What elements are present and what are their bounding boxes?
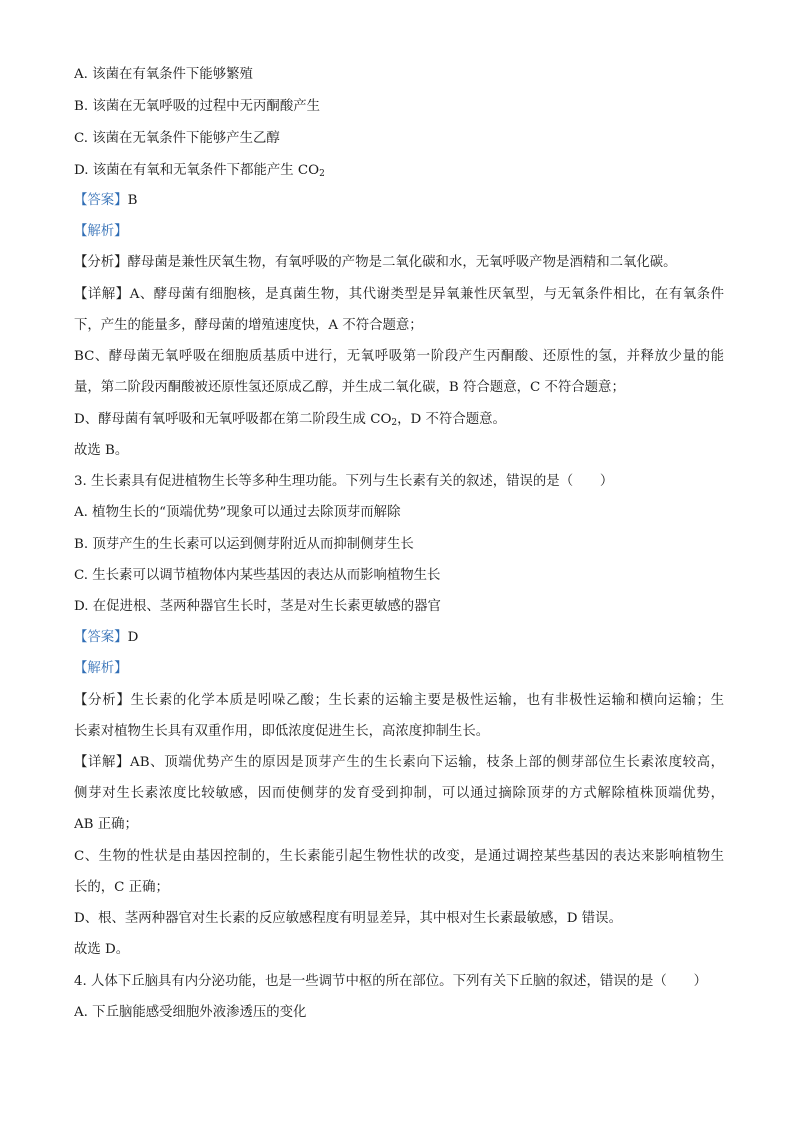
q3-xiangjie-4: C、生物的性状是由基因控制的，生长素能引起生物性状的改变，是通过调控某些基因的表达来影响植物生 bbox=[74, 849, 724, 864]
xiangjie-tag: 【详解】 bbox=[74, 755, 131, 770]
q2-option-c: C. 该菌在无氧条件下能够产生乙醇 bbox=[74, 131, 280, 146]
xiangjie-tag: 【详解】 bbox=[74, 287, 130, 302]
q3-xiangjie-2: 侧芽对生长素浓度比较敏感，因而使侧芽的发育受到抑制，可以通过摘除顶芽的方式解除植株顶端优势， bbox=[74, 786, 724, 801]
q2-xiangjie-2: 下，产生的能量多，酵母菌的增殖速度快，A 不符合题意； bbox=[74, 318, 423, 333]
q2-xiangjie-text-5b: ，D 不符合题意。 bbox=[397, 412, 506, 427]
q3-answer-line bbox=[74, 628, 724, 648]
q2-xiangjie-text-5a: D、酵母菌有氧呼吸和无氧呼吸都在第二阶段生成 CO bbox=[74, 412, 392, 427]
q3-xiangjie-1 bbox=[74, 753, 724, 773]
q4-option-a: A. 下丘脑能感受细胞外液渗透压的变化 bbox=[74, 1005, 307, 1020]
q3-xiangjie-text-1: AB、顶端优势产生的原因是顶芽产生的生长素向下运输，枝条上部的侧芽部位生长素浓度较高， bbox=[130, 755, 724, 770]
q2-xiangjie-1 bbox=[74, 285, 724, 305]
subscript-2: 2 bbox=[391, 418, 398, 428]
answer-tag: 【答案】 bbox=[74, 630, 128, 645]
q3-xiangjie-5: 长的，C 正确； bbox=[74, 880, 169, 895]
subscript-2: 2 bbox=[319, 169, 325, 179]
q2-option-b: B. 该菌在无氧呼吸的过程中无丙酮酸产生 bbox=[74, 99, 320, 114]
q3-answer: D bbox=[127, 630, 139, 645]
q2-select: 故选 B。 bbox=[74, 443, 129, 458]
q3-option-b: B. 顶芽产生的生长素可以运到侧芽附近从而抑制侧芽生长 bbox=[74, 537, 414, 552]
q3-fenxi-text-1: 生长素的化学本质是吲哚乙酸；生长素的运输主要是极性运输，也有非极性运输和横向运输；生 bbox=[130, 693, 724, 708]
q3-fenxi-1 bbox=[74, 691, 724, 711]
q2-xiangjie-4: 量，第二阶段丙酮酸被还原性氢还原成乙醇，并生成二氧化碳，B 符合题意，C 不符合题意； bbox=[74, 380, 625, 395]
q3-select: 故选 D。 bbox=[74, 942, 130, 957]
q3-xiangjie-3: AB 正确； bbox=[74, 817, 138, 832]
fenxi-tag: 【分析】 bbox=[74, 255, 128, 270]
q3-stem: 3. 生长素具有促进植物生长等多种生理功能。下列与生长素有关的叙述，错误的是（ ） bbox=[74, 474, 614, 489]
q2-xiangjie-5 bbox=[74, 410, 724, 430]
q3-option-a: A. 植物生长的“顶端优势”现象可以通过去除顶芽而解除 bbox=[74, 505, 401, 520]
q2-answer-line bbox=[74, 191, 724, 211]
q3-fenxi-2: 长素对植物生长具有双重作用，即低浓度促进生长，高浓度抑制生长。 bbox=[74, 724, 490, 739]
q2-option-a: A. 该菌在有氧条件下能够繁殖 bbox=[74, 67, 253, 82]
q2-xiangjie-text-1: A、酵母菌有细胞核，是真菌生物，其代谢类型是异氧兼性厌氧型，与无氧条件相比，在有氧条件 bbox=[129, 287, 724, 302]
q2-fenxi bbox=[74, 253, 724, 273]
q2-option-d-text: D. 该菌在有氧和无氧条件下都能产生 CO bbox=[74, 163, 320, 178]
q2-answer: B bbox=[127, 193, 138, 208]
q2-xiangjie-3: BC、酵母菌无氧呼吸在细胞质基质中进行，无氧呼吸第一阶段产生丙酮酸、还原性的氢，并释放少量的能 bbox=[74, 349, 724, 364]
q4-stem: 4. 人体下丘脑具有内分泌功能，也是一些调节中枢的所在部位。下列有关下丘脑的叙述，错误的是（ ） bbox=[74, 974, 707, 989]
q2-analysis-tag: 【解析】 bbox=[74, 224, 128, 239]
q2-fenxi-text: 酵母菌是兼性厌氧生物，有氧呼吸的产物是二氧化碳和水，无氧呼吸产物是酒精和二氧化碳。 bbox=[127, 255, 677, 270]
q3-analysis-tag: 【解析】 bbox=[74, 661, 128, 676]
fenxi-tag: 【分析】 bbox=[74, 693, 131, 708]
answer-tag: 【答案】 bbox=[74, 193, 128, 208]
q3-option-c: C. 生长素可以调节植物体内某些基因的表达从而影响植物生长 bbox=[74, 568, 441, 583]
q2-option-d bbox=[74, 161, 724, 181]
q3-xiangjie-6: D、根、茎两种器官对生长素的反应敏感程度有明显差异，其中根对生长素最敏感，D 错误。 bbox=[74, 911, 622, 926]
q3-option-d: D. 在促进根、茎两种器官生长时，茎是对生长素更敏感的器官 bbox=[74, 599, 441, 614]
